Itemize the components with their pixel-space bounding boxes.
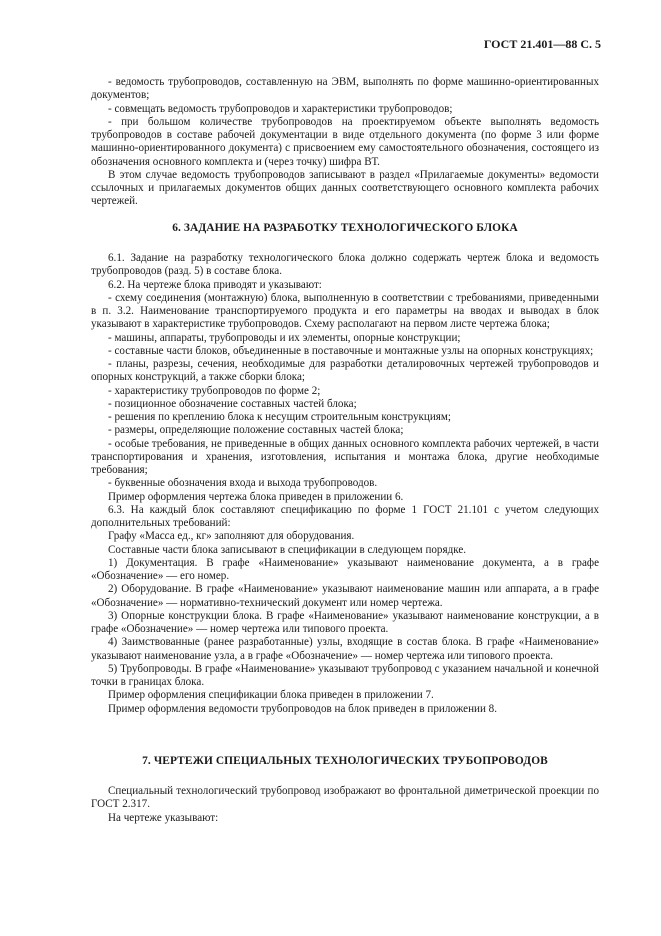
- paragraph: - машины, аппараты, трубопроводы и их элементы, опорные конструкции;: [108, 331, 461, 344]
- paragraph: - позиционное обозначение составных частей блока;: [108, 397, 357, 410]
- paragraph: - совмещать ведомость трубопроводов и характеристики трубопроводов;: [108, 102, 453, 115]
- paragraph: - решения по креплению блока к несущим строительным конструкциям;: [108, 411, 451, 423]
- paragraph: 1) Документация. В графе «Наименование» указывают наименование документа, а в графе «Обозначение» — его номер.: [91, 556, 599, 582]
- section-6-text: [91, 252, 599, 716]
- paragraph: Пример оформления спецификации блока приведен в приложении 7.: [108, 689, 434, 702]
- paragraph: - составные части блоков, объединенные в поставочные и монтажные узлы на опорных конструкциях;: [108, 344, 594, 357]
- paragraph: 5) Трубопроводы. В графе «Наименование» указывают трубопровод с указанием начальной и конечной точки в границах блока.: [91, 662, 599, 688]
- paragraph: 2) Оборудование. В графе «Наименование» указывают наименование машин или аппарата, а в графе «Обозначение» — нормативно-технический документ или номер чертежа.: [91, 583, 599, 609]
- paragraph: 3) Опорные конструкции блока. В графе «Наименование» указывают наименование конструкции, а в графе «Обозначение» — номер чертежа или типового проекта.: [91, 609, 599, 635]
- paragraph: - планы, разрезы, сечения, необходимые для разработки деталировочных чертежей трубопроводов и опорных конструкций, а также сборки блока;: [91, 358, 599, 384]
- paragraph: 6.2. На чертеже блока приводят и указывают:: [108, 278, 322, 291]
- paragraph: На чертеже указывают:: [108, 811, 219, 824]
- intro-text: [91, 76, 599, 209]
- section-7-heading: 7. ЧЕРТЕЖИ СПЕЦИАЛЬНЫХ ТЕХНОЛОГИЧЕСКИХ ТРУБОПРОВОДОВ: [142, 755, 548, 767]
- paragraph: Составные части блока записывают в спецификации в следующем порядке.: [108, 543, 467, 556]
- section-6-heading: 6. ЗАДАНИЕ НА РАЗРАБОТКУ ТЕХНОЛОГИЧЕСКОГО БЛОКА: [172, 222, 518, 234]
- paragraph: 6.1. Задание на разработку технологического блока должно содержать чертеж блока и ведомость трубопроводов (разд. 5) в составе блока.: [91, 252, 599, 278]
- page-header: ГОСТ 21.401—88 С. 5: [483, 37, 601, 51]
- paragraph: - схему соединения (монтажную) блока, выполненную в соответствии с требованиями, приведенными в п. 3.2. Наименование транспортируемого продукта и его параметры на вводах и выводах в блок указывают в характеристике трубопроводов. Схему располагают на первом листе чертежа блока;: [91, 291, 599, 331]
- paragraph: В этом случае ведомость трубопроводов записывают в раздел «Прилагаемые документы» ведомости ссылочных и прилагаемых документов общих данных соответствующего основного комплекта рабочих чертежей.: [91, 168, 599, 208]
- paragraph: Специальный технологический трубопровод изображают во фронтальной диметрической проекции по ГОСТ 2.317.: [91, 785, 599, 811]
- paragraph: - буквенные обозначения входа и выхода трубопроводов.: [108, 477, 378, 490]
- paragraph: - особые требования, не приведенные в общих данных основного комплекта рабочих чертежей, в части транспортирования и хранения, изготовления, испытания и монтажа блока, другие необходимые требования;: [91, 437, 599, 476]
- paragraph: Пример оформления ведомости трубопроводов на блок приведен в приложении 8.: [108, 702, 497, 715]
- paragraph: Графу «Масса ед., кг» заполняют для оборудования.: [108, 530, 355, 543]
- paragraph: 4) Заимствованные (ранее разработанные) узлы, входящие в состав блока. В графе «Наименование» указывают наименование узла, а в графе «Обозначение» — номер чертежа или типового проекта.: [91, 636, 599, 662]
- section-7-text: [91, 785, 599, 825]
- paragraph: - ведомость трубопроводов, составленную на ЭВМ, выполнять по форме машинно-ориентированных документов;: [91, 76, 599, 102]
- paragraph: - размеры, определяющие положение составных частей блока;: [108, 424, 404, 437]
- paragraph: 6.3. На каждый блок составляют спецификацию по форме 1 ГОСТ 21.101 с учетом следующих дополнительных требований:: [91, 503, 599, 529]
- paragraph: Пример оформления чертежа блока приведен в приложении 6.: [108, 490, 404, 503]
- paragraph: - характеристику трубопроводов по форме 2;: [108, 384, 321, 397]
- paragraph: - при большом количестве трубопроводов на проектируемом объекте выполнять ведомость трубопроводов в составе рабочей документации в виде отдельного документа (по форме 3 или форме машинно-ориентированного документа) с присвоением ему самостоятельного обозначения, состоящего из обозначения основного комплекта и (через точку) шифра ВТ.: [91, 115, 599, 168]
